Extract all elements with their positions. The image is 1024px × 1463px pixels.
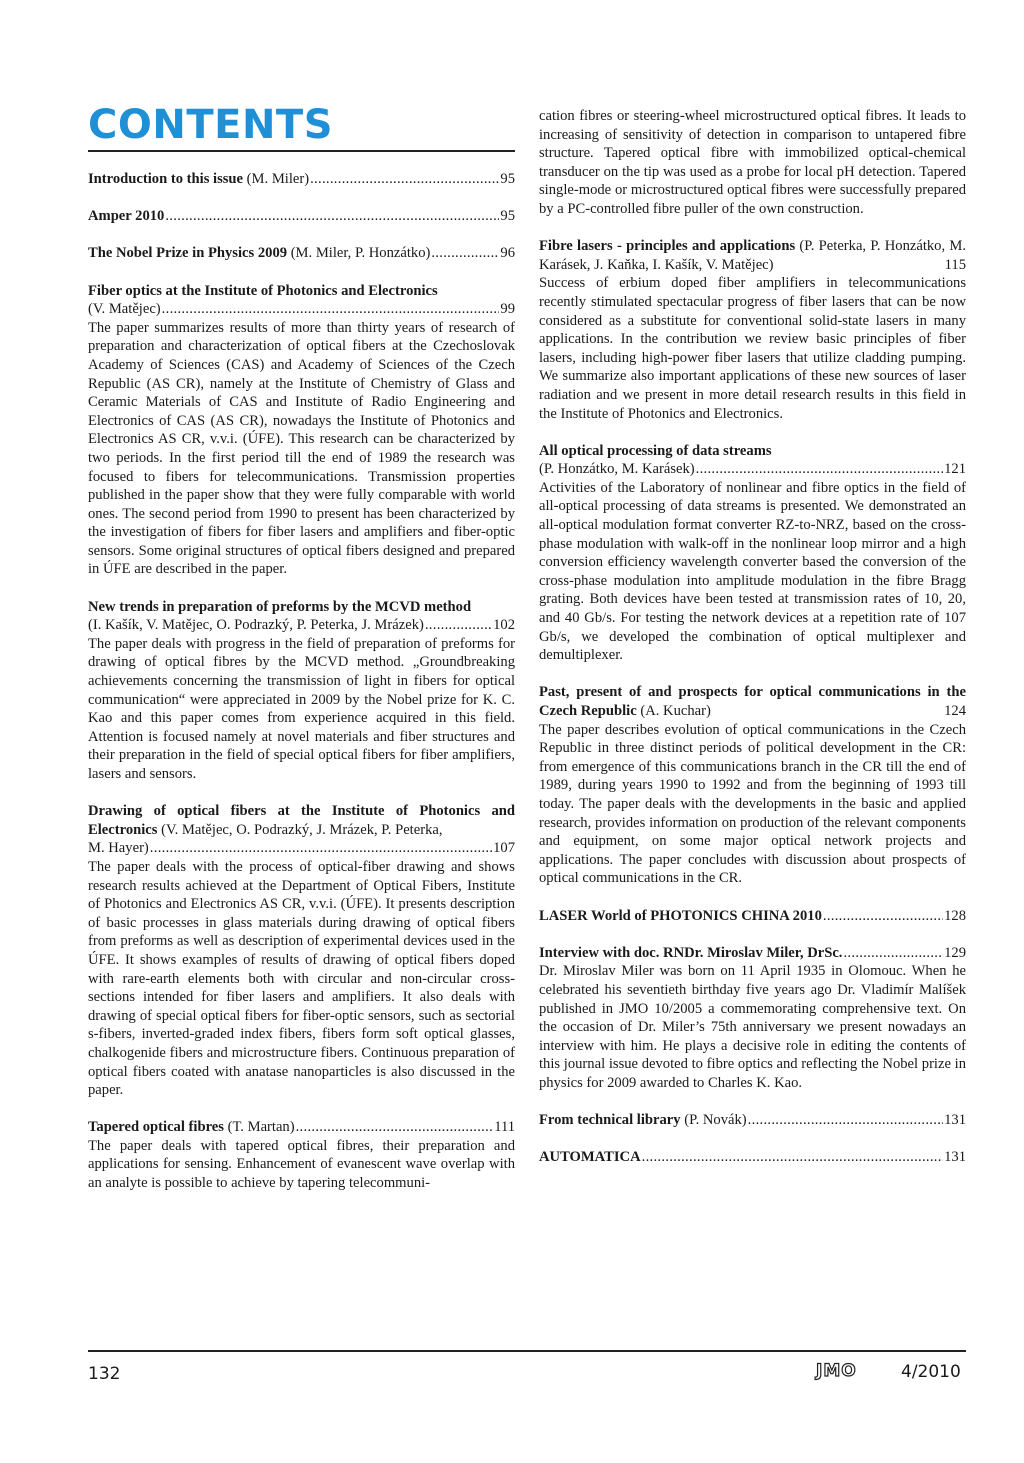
entry-authors: (I. Kašík, V. Matějec, O. Podrazký, P. Peterka, J. Mrázek): [88, 617, 424, 634]
toc-entry: [539, 683, 966, 888]
entry-page: 99: [500, 301, 515, 318]
entry-page: 131: [944, 1149, 966, 1166]
entry-authors-cont: M. Hayer): [88, 840, 149, 857]
entry-page: 102: [493, 617, 515, 634]
entry-page: 121: [944, 461, 966, 478]
toc-entry: [88, 598, 515, 784]
right-column: [539, 107, 966, 1185]
entry-abstract: The paper deals with progress in the field of preparation of preforms for drawing of optical fibres by the MCVD method. „Groundbreaking achievements concerning the transmission of light in fibers for optical communication“ were appreciated in 2009 by the Nobel prize for K. C. Kao and this paper comes from experience acquired in this field. Attention is focused namely at novel materials and fiber structures and their preparation in the field of special optical fibers for fiber amplifiers, lasers and sensors.: [88, 635, 515, 782]
entry-page: 95: [500, 171, 515, 187]
entry-abstract: cation fibres or steering-wheel microstructured optical fibres. It leads to increasing of sensitivity of detection in comparison to untapered fibre structure. Tapered optical fibre with immobilized optical-chemical transducer on the tip was used as a probe for local pH detection. Tapered single-mode or microstructured optical fibres were successfully prepared by a PC-controlled fibre puller of the own construction.: [539, 108, 966, 217]
toc-entry: [539, 237, 966, 423]
entry-abstract: Activities of the Laboratory of nonlinear and fibre optics in the field of all-optical processing of data streams is presented. We demonstrated an all-optical modulation format converter RZ-to-NRZ, based on the cross-phase modulation with walk-off in the nonlinear loop mirror and a high conversion efficiency wavelength converter based the conversion of the cross-phase modulation into amplitude modulation in the fibre Bragg grating. Both devices have been tested at transmission rates of 10, 20, and 40 Gb/s. For testing the network devices at a repetition rate of 107 Gb/s, we developed the combination of optical multiplexer and demultiplexer.: [539, 479, 966, 664]
entry-title: Fiber optics at the Institute of Photonics and Electronics: [88, 282, 438, 299]
toc-entry: [539, 907, 966, 926]
toc-entry: [88, 1118, 515, 1192]
entry-authors: (P. Honzátko, M. Karásek): [539, 461, 695, 478]
heading-rule: [88, 150, 515, 152]
entry-page: 128: [944, 907, 966, 924]
toc-entry: [539, 442, 966, 665]
entry-abstract: The paper deals with tapered optical fibres, their preparation and applications for sensing. Enhancement of evanescent wave overlap with an analyte is possible to achieve by tapering telecommuni-: [88, 1137, 515, 1192]
entry-title: Drawing of optical fibers at the Institute of Photonics and Electronics: [88, 803, 515, 838]
entry-abstract: Success of erbium doped fiber amplifiers in telecommunications recently stimulated spectacular progress of fiber lasers that can be now considered as a substitute for conventional solid-state lasers in many applications. In the contribution we review basic principles of fiber lasers, including high-power fiber lasers that utilize cladding pumping. We summarize also important applications of these new sources of laser radiation and we present in more detail research results in this field in the Institute of Photonics and Electronics.: [539, 275, 966, 422]
entry-authors: (T. Martan): [223, 1119, 295, 1136]
entry-authors: (M. Miler, P. Honzátko): [287, 245, 431, 262]
toc-entry: [539, 944, 966, 1093]
toc-entry: [539, 1148, 966, 1167]
entry-title: From technical library: [539, 1112, 681, 1129]
entry-page: 131: [944, 1112, 966, 1129]
entry-page: 95: [500, 208, 515, 225]
entry-title: Introduction to this issue: [88, 171, 244, 187]
left-column: [88, 170, 515, 1211]
entry-title: AUTOMATICA: [539, 1149, 641, 1166]
entry-title: Amper 2010: [88, 208, 165, 225]
entry-abstract: Dr. Miroslav Miler was born on 11 April 1935 in Olomouc. When he celebrated his seventieth birthday five years ago Dr. Vladimír Malíšek published in JMO 10/2005 a commemorating comprehensive text. On the occasion of Dr. Miler’s 75th anniversary we present nowadays an interview with him. He plays a decisive role in editing the contents of this journal issue devoted to fibre optics and reflecting the Nobel prize in physics for 2009 awarded to Charles K. Kao.: [539, 963, 966, 1091]
entry-authors: (P. Novák): [680, 1112, 747, 1129]
footer-rule: [88, 1350, 966, 1352]
entry-page: 129: [944, 944, 966, 961]
entry-title: LASER World of PHOTONICS CHINA 2010: [539, 907, 822, 924]
entry-title: Past, present of and prospects for optical communications in the Czech Republic: [539, 684, 966, 719]
abstract-continuation: [539, 107, 966, 219]
entry-authors: (V. Matějec): [88, 301, 161, 318]
entry-page: 96: [500, 245, 515, 262]
toc-entry: [88, 170, 515, 189]
entry-page: 124: [944, 703, 966, 719]
journal-logo: JMO: [816, 1361, 857, 1381]
toc-entry: [88, 207, 515, 226]
entry-abstract: The paper summarizes results of more than thirty years of research of preparation and characterization of optical fibers at the Czechoslovak Academy of Sciences (CAS) and Academy of Sciences of the Czech Republic (AS CR), namely at the Institute of Chemistry of Glass and Ceramic Materials of CAS and Institute of Radio Engineering and Electronics of CAS (AS CR), nowadays the Institute of Photonics and Electronics AS CR, v.v.i. (ÚFE). This research can be characterized by two periods. In the first period till the end of 1989 the research was focused to fibers for telecommunications. Transmission properties published in the paper show that they were fully comparable with world ones. The second period from 1990 to present has been characterized by the investigation of fibers for fiber lasers and amplifiers and fiber-optic sensors. Some original structures of optical fibers designed and prepared in ÚFE are described in the paper.: [88, 319, 515, 578]
toc-entry: [88, 244, 515, 263]
issue-number: 4/2010: [901, 1362, 961, 1382]
entry-title: Interview with doc. RNDr. Miroslav Miler, DrSc.: [539, 944, 843, 961]
entry-title: Fibre lasers - principles and applications: [539, 238, 796, 255]
page-number: 132: [88, 1364, 121, 1384]
contents-heading: CONTENTS: [88, 102, 334, 148]
entry-authors: (A. Kuchar): [636, 703, 711, 719]
entry-page: 115: [944, 256, 966, 273]
entry-page: 111: [494, 1119, 515, 1136]
entry-title: All optical processing of data streams: [539, 442, 772, 459]
entry-authors: (M. Miler): [243, 171, 310, 187]
entry-title: New trends in preparation of preforms by the MCVD method: [88, 598, 472, 615]
toc-entry: [88, 282, 515, 580]
entry-title: The Nobel Prize in Physics 2009: [88, 245, 288, 262]
entry-abstract: The paper deals with the process of optical-fiber drawing and shows research results achieved at the Department of Optical Fibers, Institute of Photonics and Electronics AS CR, v.v.i. (ÚFE). It presents description of basic processes in glass materials during drawing of optical fibers from preforms as well as description of experimental devices used in the ÚFE. It shows examples of results of drawing of optical fibers doped with rare-earth elements both with circular and non-circular cross-sections intended for fiber lasers and amplifiers. It also deals with drawing of special optical fibers for fiber-optic sensors, such as sectorial s-fibers, inverted-graded index fibers, fibers form soft optical glasses, chalkogenide fibers and microstructure fibers. Continuous preparation of optical fibers coated with anatase nanoparticles is also discussed in the paper.: [88, 858, 515, 1099]
toc-entry: [539, 1111, 966, 1130]
entry-page: 107: [493, 840, 515, 857]
entry-authors: (V. Matějec, O. Podrazký, J. Mrázek, P. Peterka,: [157, 821, 443, 838]
entry-authors: (P. Peterka, P. Honzátko, M. Karásek, J. Kaňka, I. Kašík, V. Matějec): [539, 238, 967, 273]
toc-entry: [88, 802, 515, 1100]
entry-abstract: The paper describes evolution of optical communications in the Czech Republic in three distinct periods of political development in the CR: from emergence of this communications branch in the CR till the end of 1989, during years 1990 to 1992 and from the beginning of 1993 till today. The paper deals with the developments in the basic and applied research, provides information on production of the relevant components and equipment, on some major optical network projects and applications. The paper concludes with discussion about prospects of optical communications in the CR.: [539, 721, 966, 887]
entry-title: Tapered optical fibres: [88, 1119, 224, 1136]
